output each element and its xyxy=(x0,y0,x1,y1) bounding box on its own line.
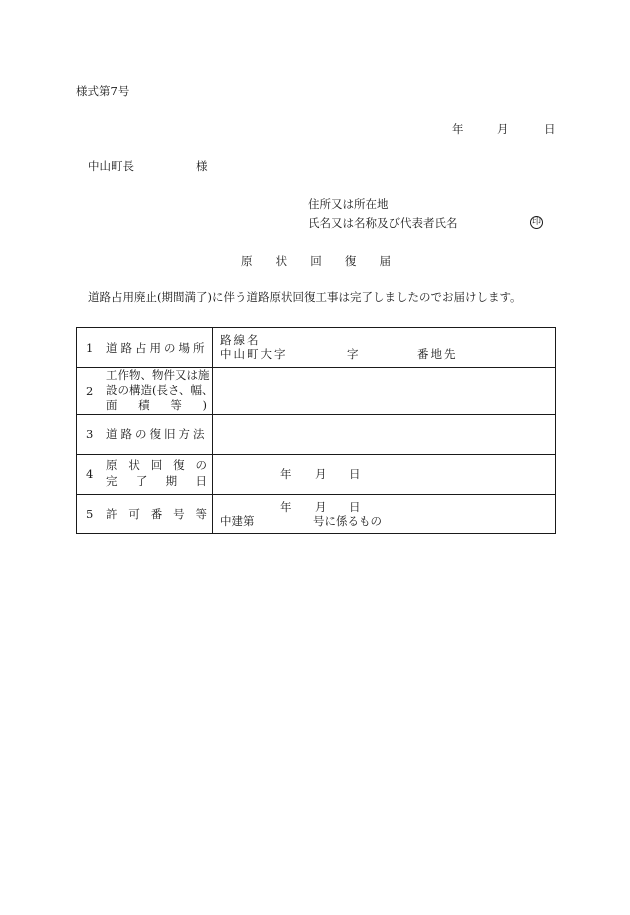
date-month: 月 xyxy=(315,467,327,481)
label-char: 了 xyxy=(135,474,148,488)
document-title xyxy=(241,256,391,268)
date-year: 年 xyxy=(280,500,292,514)
permit-suffix: 号に係るもの xyxy=(313,514,382,528)
addressee-name: 中山町長 xyxy=(88,159,134,173)
label-char: 可 xyxy=(128,507,140,521)
seal-mark xyxy=(530,216,543,229)
row-number: 2 xyxy=(86,384,94,398)
label-char: 原 xyxy=(106,458,118,472)
date-month: 月 xyxy=(497,122,509,136)
label-char: 面 xyxy=(106,398,118,412)
title-char: 届 xyxy=(379,254,391,268)
applicant-address-label: 住所又は所在地 xyxy=(308,197,389,211)
row-label: 道路占用の場所 xyxy=(106,341,208,355)
label-char: 積 xyxy=(138,398,150,412)
date-day: 日 xyxy=(349,467,361,481)
table-row xyxy=(77,454,555,495)
label-char: 等 xyxy=(195,507,207,521)
title-char: 状 xyxy=(275,254,288,268)
table-row xyxy=(77,367,555,415)
title-char: 原 xyxy=(241,254,253,268)
row-label-line xyxy=(106,509,207,521)
date-year: 年 xyxy=(280,467,292,481)
form-number: 様式第7号 xyxy=(76,84,130,98)
label-char: ) xyxy=(202,398,207,412)
row-label-line: 工作物、物件又は施 xyxy=(106,368,210,382)
label-char: 回 xyxy=(150,458,163,472)
label-char: 復 xyxy=(173,458,185,472)
label-char: 期 xyxy=(165,474,178,488)
row-number: 3 xyxy=(86,427,94,441)
label-char: 許 xyxy=(106,507,118,521)
lot-label: 番地先 xyxy=(417,347,458,361)
applicant-name-label: 氏名又は名称及び代表者氏名 xyxy=(308,216,458,230)
addressee-honorific: 様 xyxy=(196,159,208,173)
title-char: 復 xyxy=(344,254,357,268)
form-table xyxy=(76,327,556,534)
row-label-line: 設の構造(長さ、幅、 xyxy=(106,383,214,397)
row-number: 1 xyxy=(86,341,94,355)
route-name-label: 路線名 xyxy=(220,333,261,347)
label-char: 等 xyxy=(170,398,182,412)
title-char: 回 xyxy=(310,254,322,268)
row-number: 5 xyxy=(86,507,94,521)
aza-label: 字 xyxy=(347,347,359,361)
table-row xyxy=(77,414,555,455)
date-year: 年 xyxy=(452,122,464,136)
label-char: の xyxy=(195,458,207,472)
row-label-line xyxy=(106,476,207,488)
date-day: 日 xyxy=(544,122,556,136)
label-char: 状 xyxy=(128,458,140,472)
body-text: 道路占用廃止(期間満了)に伴う道路原状回復工事は完了しましたのでお届けします。 xyxy=(88,290,522,304)
row-label-line xyxy=(106,400,207,412)
town-label: 中山町大字 xyxy=(220,347,288,361)
label-char: 号 xyxy=(173,507,185,521)
seal-text: 印 xyxy=(531,217,541,227)
row-label-line xyxy=(106,460,207,472)
date-month: 月 xyxy=(315,500,327,514)
date-day: 日 xyxy=(349,500,361,514)
table-row xyxy=(77,328,555,368)
row-number: 4 xyxy=(86,467,94,481)
label-char: 番 xyxy=(150,507,163,521)
label-char: 日 xyxy=(195,474,207,488)
label-char: 完 xyxy=(106,474,118,488)
permit-prefix: 中建第 xyxy=(220,514,255,528)
row-label: 道路の復旧方法 xyxy=(106,427,208,441)
table-row xyxy=(77,494,555,534)
